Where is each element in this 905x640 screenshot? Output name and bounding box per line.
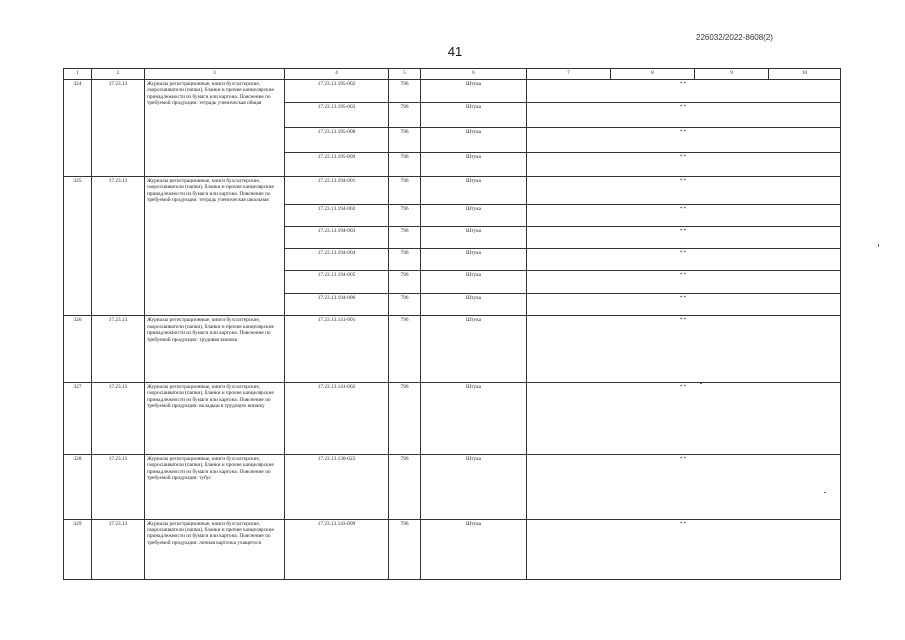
product-name: Журналы регистрационные, книги бухгалтерские, скоросшиватели (папки), бланки и прочие канцелярские принадлежности из бумаги или картона. Пояснение по требуемой продукции: трудовая книжка (145, 316, 285, 383)
unit-name: Штука (421, 102, 527, 127)
unit-name: Штука (421, 226, 527, 248)
row-number: 327 (64, 383, 92, 455)
dash-marker: ** (527, 248, 841, 270)
okei-code: 796 (389, 316, 421, 383)
unit-name: Штука (421, 127, 527, 152)
table-row (64, 176, 841, 204)
column-header-5: 5 (389, 69, 421, 80)
ktru-code: 17.23.13.194-002 (285, 204, 389, 226)
unit-name: Штука (421, 519, 527, 579)
ktru-code: 17.23.13.194-005 (285, 270, 389, 293)
scan-speck (700, 383, 702, 384)
column-header-3: 3 (145, 69, 285, 80)
ktru-code: 17.23.13.194-006 (285, 293, 389, 316)
okpd2-code: 17.23.13 (92, 519, 145, 579)
scan-speck (824, 492, 826, 493)
registry-table (63, 68, 841, 580)
dash-marker: ** (527, 204, 841, 226)
okei-code: 796 (389, 270, 421, 293)
okpd2-code: 17.23.13 (92, 80, 145, 177)
table-row (64, 80, 841, 103)
row-number: 326 (64, 316, 92, 383)
okei-code: 796 (389, 226, 421, 248)
unit-name: Штука (421, 270, 527, 293)
unit-name: Штука (421, 383, 527, 455)
okpd2-code: 17.23.13 (92, 383, 145, 455)
okei-code: 796 (389, 127, 421, 152)
table-row (64, 383, 841, 455)
dash-marker: ** (527, 176, 841, 204)
okei-code: 796 (389, 204, 421, 226)
unit-name: Штука (421, 152, 527, 176)
unit-name: Штука (421, 248, 527, 270)
row-number: 328 (64, 454, 92, 519)
dash-marker: ** (527, 519, 841, 579)
ktru-code: 17.23.13.195-009 (285, 152, 389, 176)
unit-name: Штука (421, 454, 527, 519)
header-row (64, 69, 841, 80)
okei-code: 796 (389, 519, 421, 579)
dash-marker: ** (527, 102, 841, 127)
row-number: 325 (64, 176, 92, 316)
document-number: 226032/2022-8608(2) (696, 33, 773, 42)
column-header-4: 4 (285, 69, 389, 80)
okpd2-code: 17.23.13 (92, 176, 145, 316)
okei-code: 796 (389, 248, 421, 270)
product-name: Журналы регистрационные, книги бухгалтерские, скоросшиватели (папки), бланки и прочие канцелярские принадлежности из бумаги или картона. Пояснение по требуемой продукции: тетрадь ученическая общая (145, 80, 285, 177)
ktru-code: 17.23.13.143-009 (285, 519, 389, 579)
scan-speck (878, 244, 879, 247)
product-name: Журналы регистрационные, книги бухгалтерские, скоросшиватели (папки), бланки и прочие канцелярские принадлежности из бумаги или картона. Пояснение по требуемой продукции: тетрадь ученическая школьная (145, 176, 285, 316)
okei-code: 796 (389, 383, 421, 455)
dash-marker: ** (527, 127, 841, 152)
unit-name: Штука (421, 316, 527, 383)
column-header-2: 2 (92, 69, 145, 80)
dash-marker: ** (527, 270, 841, 293)
table-row (64, 519, 841, 579)
ktru-code: 17.23.13.130-022 (285, 454, 389, 519)
ktru-code: 17.23.13.195-008 (285, 127, 389, 152)
okpd2-code: 17.23.13 (92, 454, 145, 519)
product-name: Журналы регистрационные, книги бухгалтерские, скоросшиватели (папки), бланки и прочие канцелярские принадлежности из бумаги или картона. Пояснение по требуемой продукции: личная карточка учащегося (145, 519, 285, 579)
dash-marker: ** (527, 454, 841, 519)
product-name: Журналы регистрационные, книги бухгалтерские, скоросшиватели (папки), бланки и прочие канцелярские принадлежности из бумаги или картона. Пояснение по требуемой продукции: тубус (145, 454, 285, 519)
ktru-code: 17.23.13.195-002 (285, 80, 389, 103)
page-number: 41 (447, 44, 463, 59)
okei-code: 796 (389, 454, 421, 519)
okei-code: 796 (389, 293, 421, 316)
unit-name: Штука (421, 293, 527, 316)
dash-marker: ** (527, 316, 841, 383)
dash-marker: ** (527, 80, 841, 103)
column-header-9: 9 (695, 69, 769, 80)
row-number: 329 (64, 519, 92, 579)
column-header-1: 1 (64, 69, 92, 80)
okei-code: 796 (389, 102, 421, 127)
column-header-7: 7 (527, 69, 611, 80)
row-number: 324 (64, 80, 92, 177)
ktru-code: 17.23.13.194-004 (285, 248, 389, 270)
ktru-code: 17.23.13.141-001 (285, 316, 389, 383)
ktru-code: 17.23.13.194-003 (285, 226, 389, 248)
okei-code: 796 (389, 176, 421, 204)
unit-name: Штука (421, 204, 527, 226)
column-header-8: 8 (611, 69, 695, 80)
column-header-6: 6 (421, 69, 527, 80)
product-name: Журналы регистрационные, книги бухгалтерские, скоросшиватели (папки), бланки и прочие канцелярские принадлежности из бумаги или картона. Пояснение по требуемой продукции: вкладыш в трудовую книжку (145, 383, 285, 455)
okei-code: 796 (389, 152, 421, 176)
okei-code: 796 (389, 80, 421, 103)
table-row (64, 316, 841, 383)
column-header-10: 10 (769, 69, 841, 80)
dash-marker: ** (527, 383, 841, 455)
dash-marker: ** (527, 152, 841, 176)
unit-name: Штука (421, 80, 527, 103)
dash-marker: ** (527, 226, 841, 248)
ktru-code: 17.23.13.195-003 (285, 102, 389, 127)
dash-marker: ** (527, 293, 841, 316)
unit-name: Штука (421, 176, 527, 204)
ktru-code: 17.23.13.141-002 (285, 383, 389, 455)
ktru-code: 17.23.13.194-001 (285, 176, 389, 204)
table-row (64, 454, 841, 519)
okpd2-code: 17.23.13 (92, 316, 145, 383)
